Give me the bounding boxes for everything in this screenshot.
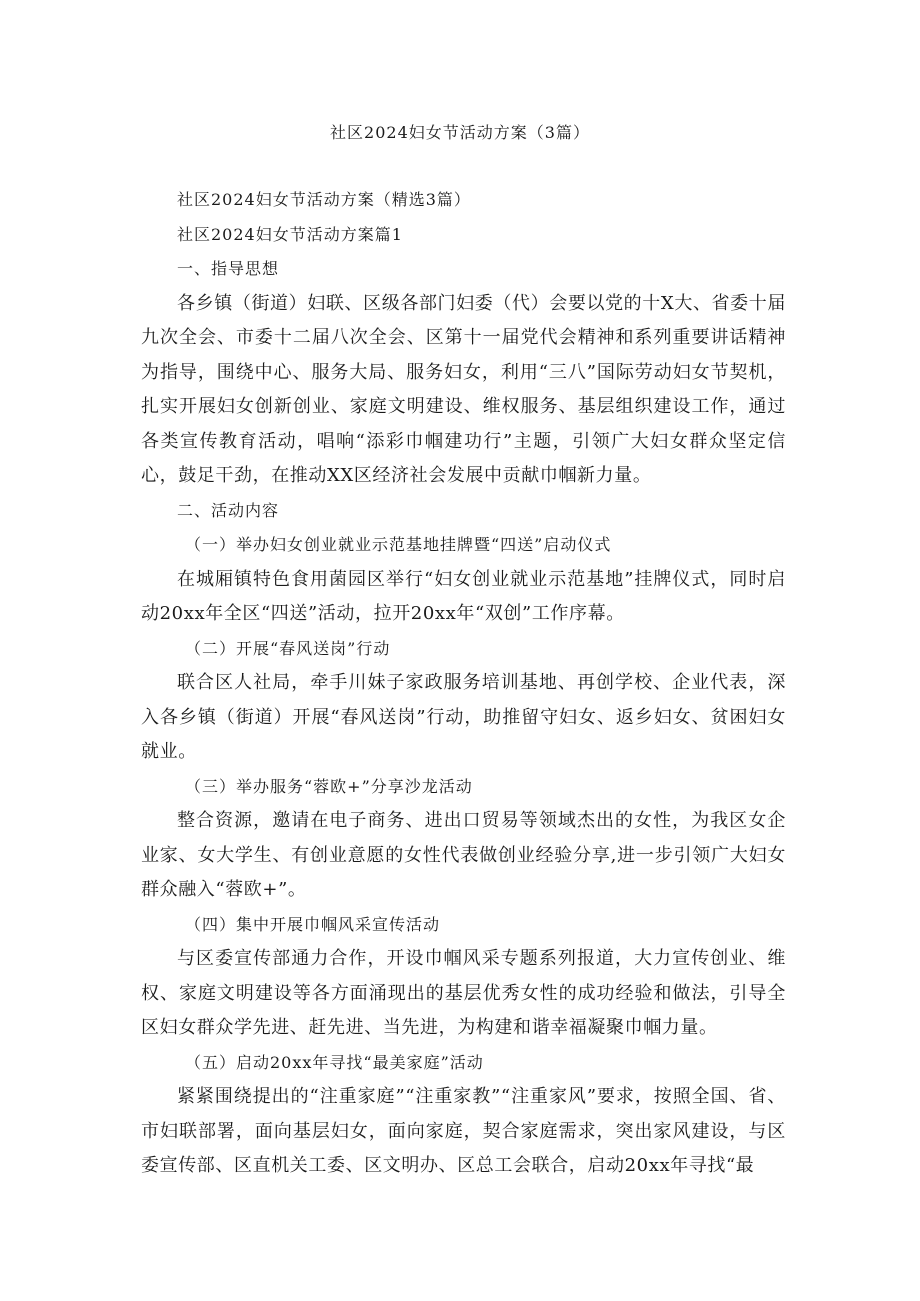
- subheading: 二、活动内容: [177, 500, 280, 520]
- body-paragraph: 联合区人社局，牵手川妹子家政服务培训基地、再创学校、企业代表，深入各乡镇（街道）开展“春风送岗”行动，助推留守妇女、返乡妇女、贫困妇女就业。: [141, 672, 786, 762]
- section-heading: （一）举办妇女创业就业示范基地挂牌暨“四送”启动仪式: [185, 535, 612, 554]
- document-title: 社区2024妇女节活动方案（3篇）: [330, 123, 590, 142]
- body-paragraph: 整合资源，邀请在电子商务、进出口贸易等领域杰出的女性，为我区女企业家、女大学生、有创业意愿的女性代表做创业经验分享,进一步引领广大妇女群众融入“蓉欧+”。: [141, 810, 786, 900]
- document-body: [141, 183, 786, 1184]
- body-paragraph: 与区委宣传部通力合作，开设巾帼风采专题系列报道，大力宣传创业、维权、家庭文明建设等各方面涌现出的基层优秀女性的成功经验和做法，引导全区妇女群众学先进、赶先进、当先进，为构建和谐幸福凝聚巾帼力量。: [141, 948, 786, 1038]
- body-paragraph: 各乡镇（街道）妇联、区级各部门妇委（代）会要以党的十X大、省委十届九次全会、市委十二届八次全会、区第十一届党代会精神和系列重要讲话精神为指导，围绕中心、服务大局、服务妇女，利用“三八”国际劳动妇女节契机，扎实开展妇女创新创业、家庭文明建设、维权服务、基层组织建设工作，通过各类宣传教育活动，唱响“添彩巾帼建功行”主题，引领广大妇女群众坚定信心，鼓足干劲，在推动XX区经济社会发展中贡献巾帼新力量。: [141, 292, 786, 486]
- subheading: 社区2024妇女节活动方案篇1: [177, 224, 403, 244]
- section-heading: （三）举办服务“蓉欧+”分享沙龙活动: [185, 776, 473, 796]
- section-heading: （四）集中开展巾帼风采宣传活动: [185, 914, 441, 934]
- subheading: 社区2024妇女节活动方案（精选3篇）: [177, 190, 471, 209]
- body-paragraph: 在城厢镇特色食用菌园区举行“妇女创业就业示范基地”挂牌仪式，同时启动20xx年全区“四送”活动，拉开20xx年“双创”工作序幕。: [141, 568, 786, 624]
- section-heading: （五）启动20xx年寻找“最美家庭”活动: [185, 1052, 484, 1072]
- subheading: 一、指导思想: [177, 259, 280, 278]
- section-heading: （二）开展“春风送岗”行动: [185, 638, 391, 658]
- body-paragraph: 紧紧围绕提出的“注重家庭”“注重家教”“注重家风”要求，按照全国、省、市妇联部署，面向基层妇女，面向家庭，契合家庭需求，突出家风建设，与区委宣传部、区直机关工委、区文明办、区总工会联合，启动20xx年寻找“最: [141, 1086, 786, 1176]
